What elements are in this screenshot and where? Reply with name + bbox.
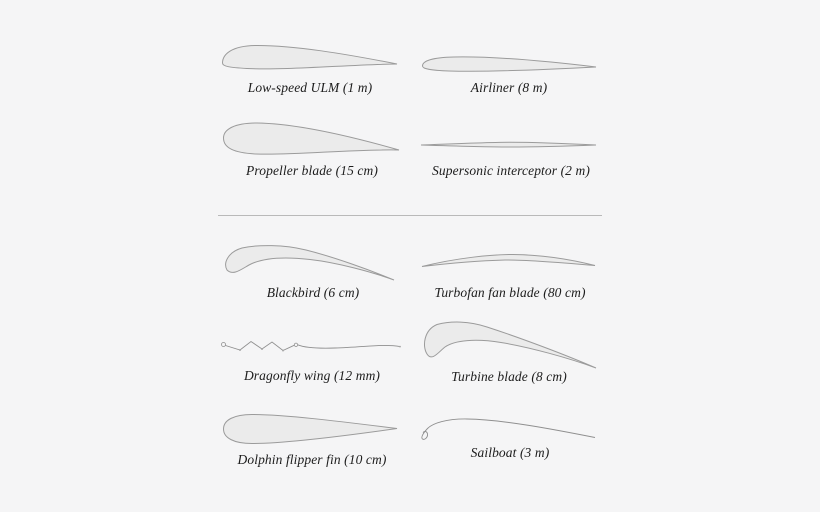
label-low-speed-ulm: Low-speed ULM (1 m) <box>247 80 373 95</box>
label-propeller-blade: Propeller blade (15 cm) <box>246 163 378 178</box>
sailboat-sail-profile-icon <box>417 414 599 440</box>
airliner-airfoil-icon <box>421 54 597 76</box>
blackbird-airfoil-icon <box>222 244 398 282</box>
label-supersonic-interceptor: Supersonic interceptor (2 m) <box>432 163 590 178</box>
propeller-blade-airfoil-icon <box>222 121 400 158</box>
label-turbofan-fan-blade: Turbofan fan blade (80 cm) <box>434 285 586 300</box>
label-sailboat: Sailboat (3 m) <box>470 445 550 460</box>
turbofan-fan-blade-airfoil-icon <box>421 253 596 269</box>
turbine-blade-airfoil-icon <box>421 320 597 370</box>
label-dolphin-flipper-fin: Dolphin flipper fin (10 cm) <box>237 452 387 467</box>
low-speed-ulm-airfoil-icon <box>221 43 398 72</box>
label-dragonfly-wing: Dragonfly wing (12 mm) <box>243 368 381 383</box>
label-turbine-blade: Turbine blade (8 cm) <box>451 369 567 384</box>
label-airliner: Airliner (8 m) <box>470 80 548 95</box>
dragonfly-wing-icon <box>220 335 402 355</box>
label-blackbird: Blackbird (6 cm) <box>266 285 360 300</box>
dolphin-flipper-fin-icon <box>222 412 399 446</box>
supersonic-interceptor-airfoil-icon <box>420 140 597 150</box>
section-divider <box>218 215 602 216</box>
